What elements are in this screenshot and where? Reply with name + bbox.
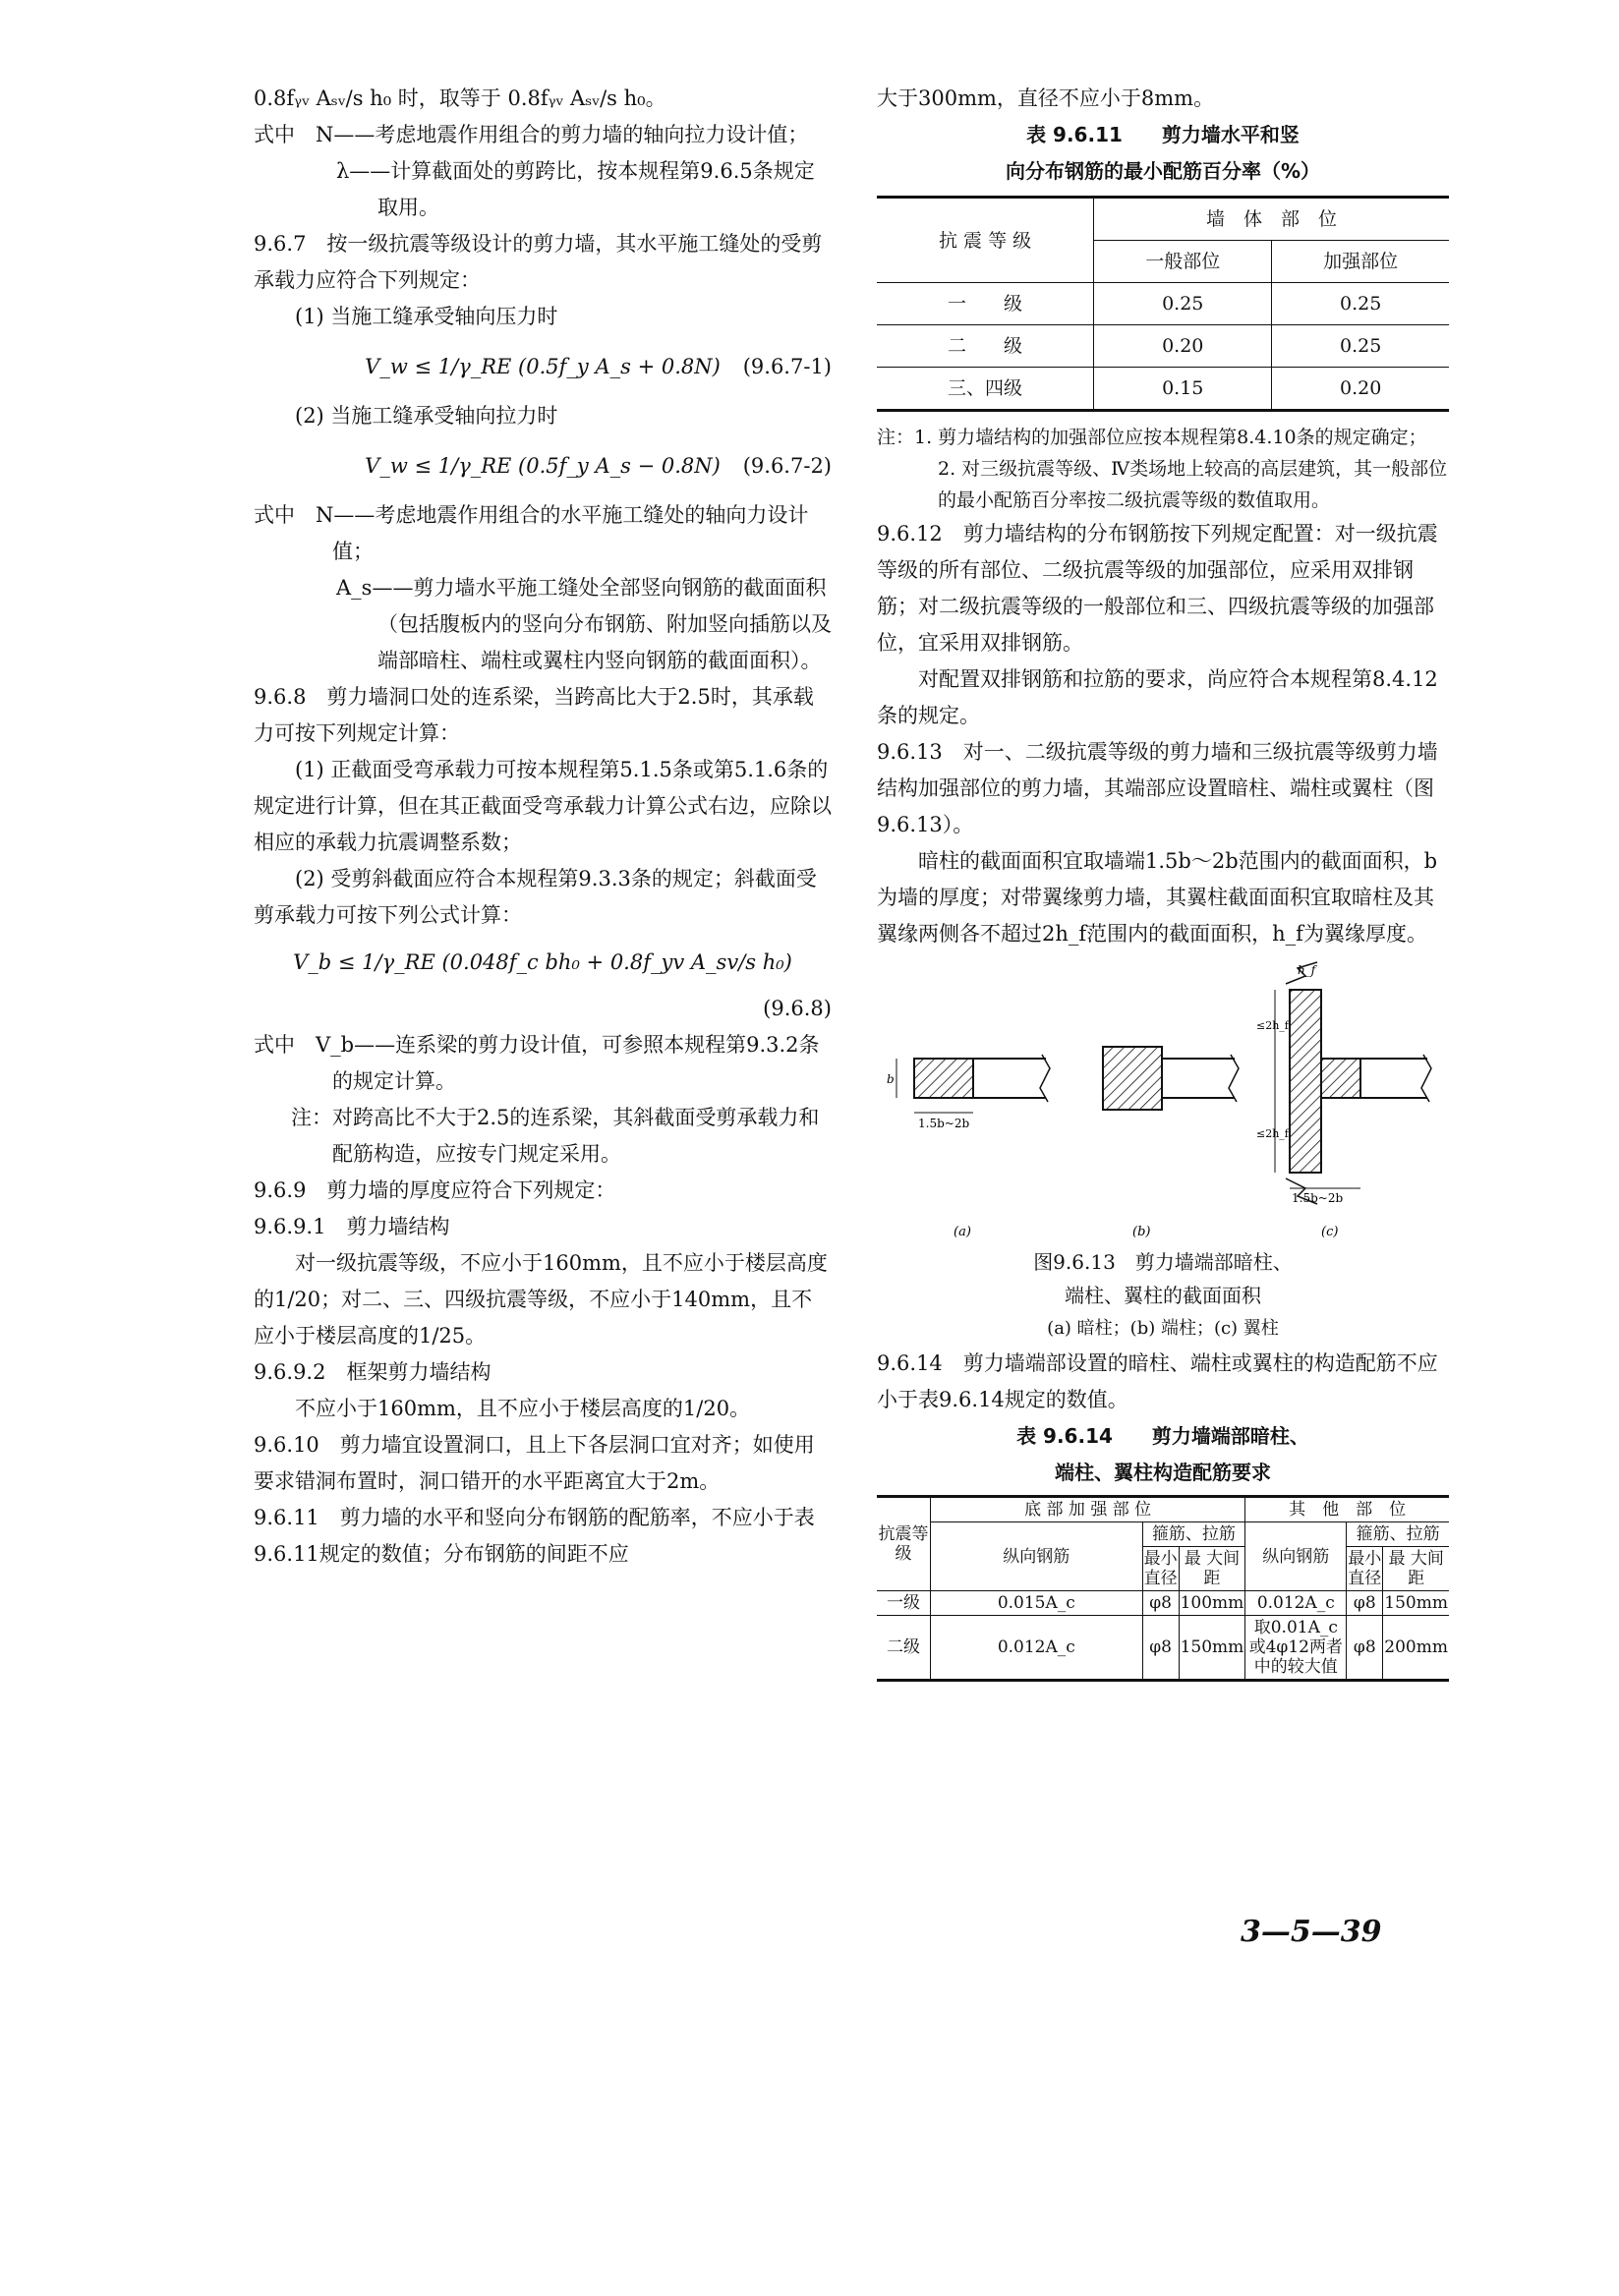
figure-caption-1: 图9.6.13 剪力墙端部暗柱、 (1033, 1250, 1293, 1274)
clause-9-6-9: 9.6.9 剪力墙的厚度应符合下列规定： (254, 1178, 616, 1202)
header-dia-2: 最小直径 (1347, 1547, 1383, 1591)
dim-b: b (887, 1072, 895, 1086)
formula-9-6-7-1 (254, 335, 832, 398)
formula-number-9-6-8: (9.6.8) (763, 997, 832, 1020)
clause-9-6-11: 9.6.11 剪力墙的水平和竖向分布钢筋的配筋率，不应小于表9.6.11规定的数值；分布钢筋的间距不应 (254, 1506, 815, 1566)
cell-grade: 二级 (877, 1616, 931, 1681)
clause-9-6-8: 9.6.8 剪力墙洞口处的连系梁，当跨高比大于2.5时，其承载力可按下列规定计算： (254, 685, 814, 745)
clause-9-6-9-2-text: 不应小于160mm，且不应小于楼层高度的1/20。 (295, 1397, 751, 1420)
header-spacing-1: 最 大间 距 (1179, 1547, 1245, 1591)
cell-strong: 0.20 (1272, 368, 1449, 411)
definition-N: 式中 N——考虑地震作用组合的剪力墙的轴向拉力设计值； (254, 123, 809, 146)
definition-Vb: 式中 V_b——连系梁的剪力设计值，可参照本规程第9.3.2条的规定计算。 (254, 1033, 820, 1093)
table-9-6-14-caption-1: 表 9.6.14 剪力墙端部暗柱、 (1016, 1424, 1309, 1448)
figure-caption-2: 端柱、翼柱的截面面积 (1065, 1284, 1261, 1307)
clause-9-6-9-1-text: 对一级抗震等级，不应小于160mm，且不应小于楼层高度的1/20；对二、三、四级抗震等级，不应小于140mm，且不应小于楼层高度的1/25。 (254, 1251, 828, 1348)
dim-a: 1.5b~2b (918, 1117, 970, 1130)
figure-b-end-column (1103, 1047, 1239, 1239)
cell-grade: 二 级 (877, 325, 1094, 368)
definition-N2: 式中 N——考虑地震作用组合的水平施工缝处的轴向力设计值； (254, 503, 809, 563)
page-number: 3—5—39 (1241, 1915, 1382, 1949)
dim-c: 1.5b~2b (1292, 1191, 1344, 1205)
note-2: 2. 对三级抗震等级、Ⅳ类场地上较高的高层建筑，其一般部位的最小配筋百分率按二级抗震等级的数值取用。 (938, 458, 1448, 511)
label-c: (c) (1321, 1225, 1339, 1239)
left-column (254, 81, 832, 1573)
definition-lambda: λ——计算截面处的剪跨比，按本规程第9.6.5条规定取用。 (336, 159, 815, 219)
clause-9-6-12-text: 对配置双排钢筋和拉筋的要求，尚应符合本规程第8.4.12条的规定。 (877, 667, 1438, 727)
cell-long-2: 0.012A_c (1245, 1591, 1347, 1616)
formula-9-6-8 (254, 934, 832, 991)
table-row (877, 1616, 1449, 1681)
cell-normal: 0.25 (1094, 283, 1272, 325)
formula-number: (9.6.7-1) (742, 355, 832, 378)
table-row (877, 283, 1449, 325)
definition-As: A_s——剪力墙水平施工缝处全部竖向钢筋的截面面积（包括腹板内的竖向分布钢筋、附加竖向插筋以及端部暗柱、端柱或翼柱内竖向钢筋的截面面积）。 (336, 576, 832, 672)
cell-normal: 0.15 (1094, 368, 1272, 411)
table-row (877, 1591, 1449, 1616)
clause-9-6-9-2: 9.6.9.2 框架剪力墙结构 (254, 1360, 491, 1384)
continuation-line: 大于300mm，直径不应小于8mm。 (877, 86, 1215, 110)
header-grade: 抗 震 等 级 (877, 198, 1094, 283)
clause-9-6-7-item-2: (2) 当施工缝承受轴向拉力时 (295, 404, 558, 428)
cell-dia-1: φ8 (1142, 1616, 1179, 1681)
table-9-6-11-notes (877, 422, 1449, 516)
header-strong: 加强部位 (1272, 241, 1449, 283)
header-spacing-2: 最 大间 距 (1383, 1547, 1449, 1591)
header-stir-2: 箍筋、拉筋 (1347, 1522, 1449, 1547)
clause-9-6-12: 9.6.12 剪力墙结构的分布钢筋按下列规定配置：对一级抗震等级的所有部位、二级抗震等级的加强部位，应采用双排钢筋；对二级抗震等级的一般部位和三、四级抗震等级的加强部位，宜采用双排钢筋。 (877, 522, 1438, 655)
header-long-2: 纵向钢筋 (1245, 1522, 1347, 1591)
label-b: (b) (1132, 1225, 1151, 1239)
formula-9-6-7-2 (254, 434, 832, 497)
cell-grade: 一 级 (877, 283, 1094, 325)
header-long-1: 纵向钢筋 (931, 1522, 1143, 1591)
table-9-6-11-caption-1: 表 9.6.11 剪力墙水平和竖 (1026, 123, 1300, 146)
clause-9-6-7-item-1: (1) 当施工缝承受轴向压力时 (295, 305, 558, 328)
header-grade: 抗震等级 (877, 1497, 931, 1591)
header-bottom: 底 部 加 强 部 位 (931, 1497, 1245, 1522)
cell-long-1: 0.012A_c (931, 1616, 1143, 1681)
cell-spacing-2: 200mm (1383, 1616, 1449, 1681)
formula-text: V_w ≤ 1/γ_RE (0.5f_y A_s − 0.8N) (365, 454, 721, 478)
header-dia-1: 最小直径 (1142, 1547, 1179, 1591)
header-part: 墙 体 部 位 (1094, 198, 1449, 241)
header-stir-1: 箍筋、拉筋 (1142, 1522, 1245, 1547)
table-9-6-14-caption-2: 端柱、翼柱构造配筋要求 (1055, 1461, 1271, 1484)
formula-text: V_w ≤ 1/γ_RE (0.5f_y A_s + 0.8N) (365, 355, 721, 378)
clause-9-6-10: 9.6.10 剪力墙宜设置洞口，且上下各层洞口宜对齐；如使用要求错洞布置时，洞口错开的水平距离宜大于2m。 (254, 1433, 815, 1493)
cell-spacing-2: 150mm (1383, 1591, 1449, 1616)
dim-2hf-top: ≤2h_f (1256, 1019, 1289, 1032)
cell-spacing-1: 100mm (1179, 1591, 1245, 1616)
cell-long-1: 0.015A_c (931, 1591, 1143, 1616)
cell-normal: 0.20 (1094, 325, 1272, 368)
cell-dia-2: φ8 (1347, 1616, 1383, 1681)
table-row (877, 325, 1449, 368)
note-1: 注：1. 剪力墙结构的加强部位应按本规程第8.4.10条的规定确定； (877, 427, 1427, 448)
table-9-6-11-caption-2: 向分布钢筋的最小配筋百分率（%） (1005, 159, 1321, 183)
clause-9-6-13-text: 暗柱的截面面积宜取墙端1.5b～2b范围内的截面面积，b为墙的厚度；对带翼缘剪力墙，其翼柱截面面积宜取暗柱及其翼缘两侧各不超过2h_f范围内的截面面积，h_f为翼缘厚度。 (877, 849, 1438, 946)
cell-grade: 三、四级 (877, 368, 1094, 411)
cell-strong: 0.25 (1272, 283, 1449, 325)
formula-number: (9.6.7-2) (742, 454, 832, 478)
cell-strong: 0.25 (1272, 325, 1449, 368)
clause-9-6-8-item-2: (2) 受剪斜截面应符合本规程第9.3.3条的规定；斜截面受剪承载力可按下列公式计算： (254, 867, 817, 927)
header-other: 其 他 部 位 (1245, 1497, 1449, 1522)
cell-grade: 一级 (877, 1591, 931, 1616)
header-normal: 一般部位 (1094, 241, 1272, 283)
clause-9-6-14: 9.6.14 剪力墙端部设置的暗柱、端柱或翼柱的构造配筋不应小于表9.6.14规定的数值。 (877, 1351, 1438, 1411)
figure-caption-3: (a) 暗柱；(b) 端柱；(c) 翼柱 (1047, 1318, 1279, 1339)
cell-dia-2: φ8 (1347, 1591, 1383, 1616)
clause-9-6-7: 9.6.7 按一级抗震等级设计的剪力墙，其水平施工缝处的受剪承载力应符合下列规定： (254, 232, 823, 292)
cell-spacing-1: 150mm (1179, 1616, 1245, 1681)
formula-text: V_b ≤ 1/γ_RE (0.048f_c bh₀ + 0.8f_yv A_sv/s h₀) (293, 950, 792, 974)
clause-9-6-9-1: 9.6.9.1 剪力墙结构 (254, 1215, 450, 1238)
figure-9-6-13 (877, 960, 1449, 1245)
cell-long-2: 取0.01A_c或4φ12两者中的较大值 (1245, 1616, 1347, 1681)
figure-a-hidden-column (887, 1055, 1050, 1239)
dim-2hf-bottom: ≤2h_f (1256, 1127, 1289, 1140)
clause-9-6-8-item-1: (1) 正截面受弯承载力可按本规程第5.1.5条或第5.1.6条的规定进行计算，但在其正截面受弯承载力计算公式右边，应除以相应的承载力抗震调整系数； (254, 758, 832, 854)
table-9-6-14 (877, 1495, 1449, 1682)
right-column (877, 81, 1449, 1682)
clause-9-6-13: 9.6.13 对一、二级抗震等级的剪力墙和三级抗震等级剪力墙结构加强部位的剪力墙，其端部应设置暗柱、端柱或翼柱（图9.6.13）。 (877, 740, 1438, 836)
dim-hf: h_f (1298, 963, 1316, 977)
label-a: (a) (954, 1225, 971, 1239)
figure-c-flange-column (1256, 962, 1431, 1239)
table-row (877, 368, 1449, 411)
cell-dia-1: φ8 (1142, 1591, 1179, 1616)
note-9-6-8: 注：对跨高比不大于2.5的连系梁，其斜截面受剪承载力和配筋构造，应按专门规定采用。 (291, 1106, 820, 1166)
continuation-line: 0.8fᵧᵥ Aₛᵥ/s h₀ 时，取等于 0.8fᵧᵥ Aₛᵥ/s h₀。 (254, 86, 666, 110)
table-9-6-11 (877, 196, 1449, 412)
figure-drawing (877, 960, 1449, 1245)
